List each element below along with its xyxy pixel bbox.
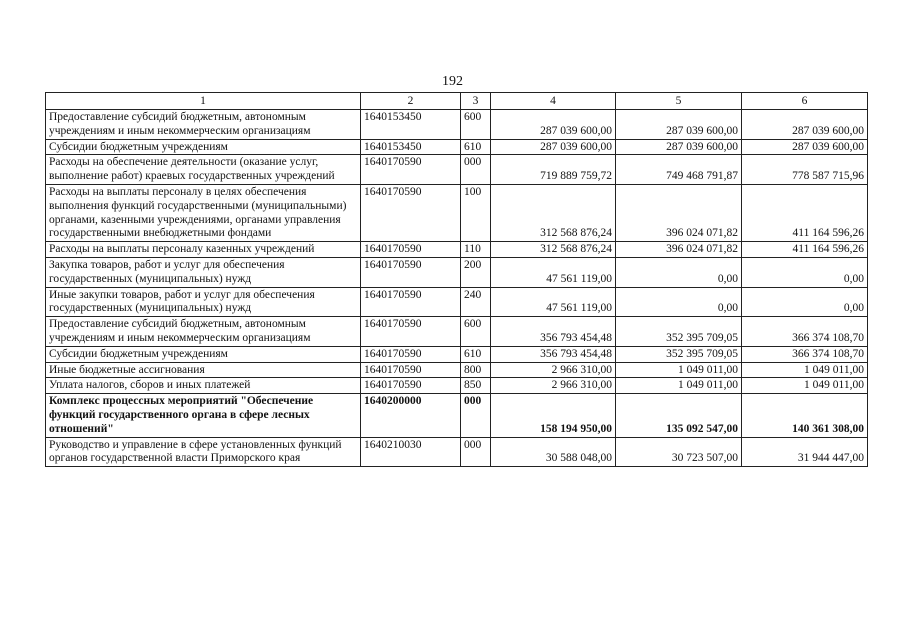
row-value-cell: 352 395 709,05	[616, 317, 742, 347]
row-value-cell: 719 889 759,72	[491, 155, 616, 185]
row-code-cell: 1640170590	[361, 257, 461, 287]
row-name-cell: Руководство и управление в сфере установленных функций органов государственной власти Приморского края	[46, 437, 361, 467]
row-code-cell: 1640170590	[361, 287, 461, 317]
row-code-cell: 1640170590	[361, 155, 461, 185]
row-value-cell: 1 049 011,00	[742, 378, 868, 394]
table-row	[46, 317, 868, 347]
row-name-cell: Субсидии бюджетным учреждениям	[46, 139, 361, 155]
row-value-cell: 47 561 119,00	[491, 287, 616, 317]
row-code-cell: 1640170590	[361, 242, 461, 258]
row-name-cell: Закупка товаров, работ и услуг для обеспечения государственных (муниципальных) нужд	[46, 257, 361, 287]
row-vr-cell: 200	[461, 257, 491, 287]
row-code-cell: 1640210030	[361, 437, 461, 467]
table-row	[46, 242, 868, 258]
row-vr-cell: 600	[461, 110, 491, 140]
row-value-cell: 366 374 108,70	[742, 317, 868, 347]
row-value-cell: 1 049 011,00	[616, 378, 742, 394]
row-code-cell: 1640170590	[361, 317, 461, 347]
row-value-cell: 396 024 071,82	[616, 242, 742, 258]
table-row	[46, 155, 868, 185]
row-vr-cell: 800	[461, 362, 491, 378]
row-vr-cell: 600	[461, 317, 491, 347]
row-name-cell: Расходы на выплаты персоналу в целях обеспечения выполнения функций государственными (муниципальными) органами, казенными учреждениями, органами управления государственными внебюджетными фондами	[46, 184, 361, 241]
row-name-cell: Иные закупки товаров, работ и услуг для обеспечения государственных (муниципальных) нужд	[46, 287, 361, 317]
row-vr-cell: 610	[461, 139, 491, 155]
row-name-cell: Предоставление субсидий бюджетным, автономным учреждениям и иным некоммерческим организациям	[46, 317, 361, 347]
page-number: 192	[442, 74, 463, 89]
row-value-cell: 778 587 715,96	[742, 155, 868, 185]
row-vr-cell: 000	[461, 437, 491, 467]
row-value-cell: 0,00	[616, 287, 742, 317]
row-value-cell: 356 793 454,48	[491, 317, 616, 347]
row-value-cell: 0,00	[742, 287, 868, 317]
table-row	[46, 184, 868, 241]
row-code-cell: 1640153450	[361, 110, 461, 140]
row-value-cell: 312 568 876,24	[491, 184, 616, 241]
table-row	[46, 378, 868, 394]
row-value-cell: 287 039 600,00	[742, 110, 868, 140]
row-value-cell: 30 588 048,00	[491, 437, 616, 467]
row-code-cell: 1640153450	[361, 139, 461, 155]
table-header-row	[46, 93, 868, 110]
row-name-cell: Субсидии бюджетным учреждениям	[46, 346, 361, 362]
row-value-cell: 1 049 011,00	[742, 362, 868, 378]
row-value-cell: 140 361 308,00	[742, 394, 868, 437]
row-value-cell: 31 944 447,00	[742, 437, 868, 467]
column-header: 5	[616, 93, 742, 110]
row-vr-cell: 240	[461, 287, 491, 317]
row-value-cell: 356 793 454,48	[491, 346, 616, 362]
row-value-cell: 312 568 876,24	[491, 242, 616, 258]
column-header: 3	[461, 93, 491, 110]
row-value-cell: 287 039 600,00	[742, 139, 868, 155]
row-value-cell: 1 049 011,00	[616, 362, 742, 378]
row-vr-cell: 610	[461, 346, 491, 362]
table-row	[46, 257, 868, 287]
table-row	[46, 362, 868, 378]
column-header: 4	[491, 93, 616, 110]
row-vr-cell: 850	[461, 378, 491, 394]
column-header: 1	[46, 93, 361, 110]
row-value-cell: 158 194 950,00	[491, 394, 616, 437]
row-name-cell: Расходы на выплаты персоналу казенных учреждений	[46, 242, 361, 258]
row-name-cell: Иные бюджетные ассигнования	[46, 362, 361, 378]
row-value-cell: 287 039 600,00	[491, 139, 616, 155]
row-vr-cell: 000	[461, 394, 491, 437]
row-value-cell: 2 966 310,00	[491, 362, 616, 378]
table-row	[46, 437, 868, 467]
row-value-cell: 749 468 791,87	[616, 155, 742, 185]
row-value-cell: 0,00	[616, 257, 742, 287]
column-header: 2	[361, 93, 461, 110]
row-value-cell: 396 024 071,82	[616, 184, 742, 241]
row-vr-cell: 000	[461, 155, 491, 185]
row-vr-cell: 100	[461, 184, 491, 241]
row-value-cell: 411 164 596,26	[742, 242, 868, 258]
row-value-cell: 2 966 310,00	[491, 378, 616, 394]
row-value-cell: 287 039 600,00	[616, 139, 742, 155]
table-row	[46, 394, 868, 437]
row-value-cell: 47 561 119,00	[491, 257, 616, 287]
table-row	[46, 346, 868, 362]
row-vr-cell: 110	[461, 242, 491, 258]
row-name-cell: Комплекс процессных мероприятий "Обеспечение функций государственного органа в сфере лесных отношений"	[46, 394, 361, 437]
row-code-cell: 1640170590	[361, 346, 461, 362]
row-value-cell: 287 039 600,00	[616, 110, 742, 140]
row-code-cell: 1640200000	[361, 394, 461, 437]
row-value-cell: 366 374 108,70	[742, 346, 868, 362]
row-value-cell: 135 092 547,00	[616, 394, 742, 437]
table-row	[46, 110, 868, 140]
table-row	[46, 287, 868, 317]
row-name-cell: Уплата налогов, сборов и иных платежей	[46, 378, 361, 394]
column-header: 6	[742, 93, 868, 110]
row-value-cell: 287 039 600,00	[491, 110, 616, 140]
row-value-cell: 352 395 709,05	[616, 346, 742, 362]
budget-table	[45, 92, 868, 467]
row-code-cell: 1640170590	[361, 362, 461, 378]
row-code-cell: 1640170590	[361, 184, 461, 241]
row-value-cell: 30 723 507,00	[616, 437, 742, 467]
row-value-cell: 0,00	[742, 257, 868, 287]
row-name-cell: Предоставление субсидий бюджетным, автономным учреждениям и иным некоммерческим организациям	[46, 110, 361, 140]
table-row	[46, 139, 868, 155]
row-code-cell: 1640170590	[361, 378, 461, 394]
row-name-cell: Расходы на обеспечение деятельности (оказание услуг, выполнение работ) краевых государственных учреждений	[46, 155, 361, 185]
row-value-cell: 411 164 596,26	[742, 184, 868, 241]
